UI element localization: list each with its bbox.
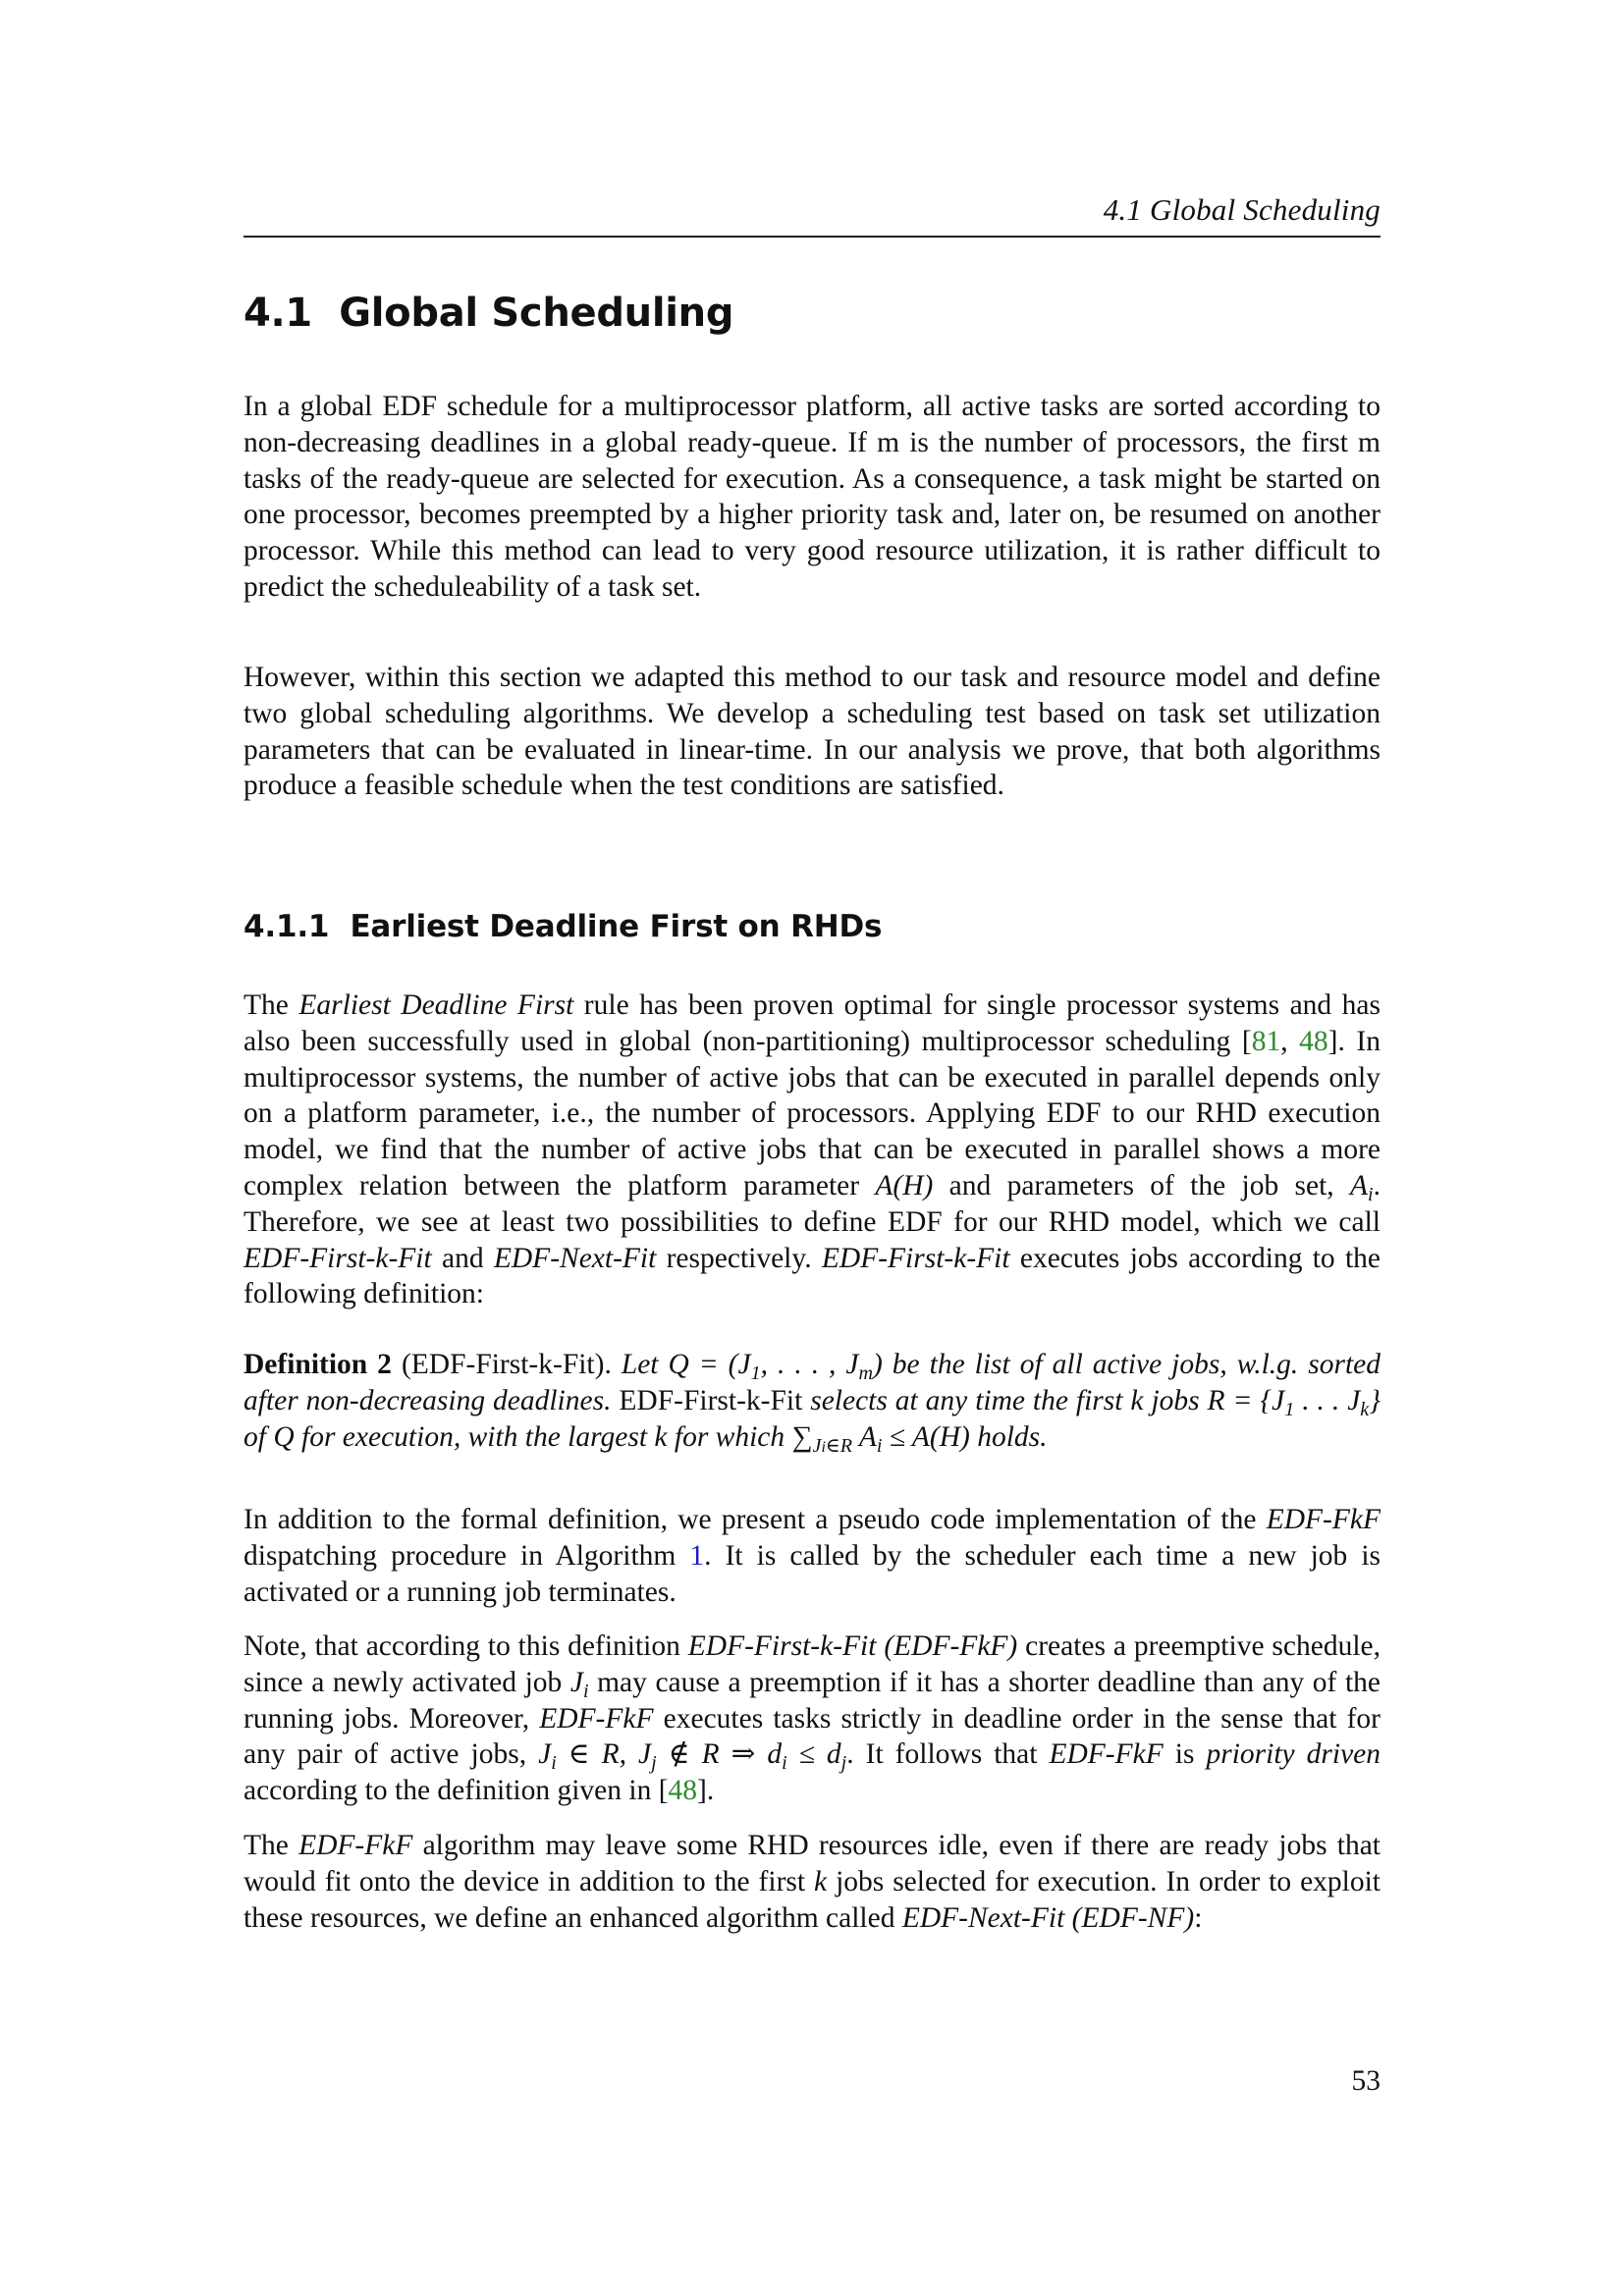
running-head: 4.1 Global Scheduling bbox=[1103, 192, 1380, 227]
math-a-of-h: A(H) bbox=[875, 1169, 934, 1201]
algo-name: EDF-Next-Fit bbox=[493, 1242, 657, 1274]
math-j-i: $J_i$ bbox=[569, 1666, 589, 1702]
paragraph-edf-on-rhds: The Earliest Deadline First rule has been proven optimal for single processor systems and has also been successfully used in global (non-partitioning) multiprocessor scheduling [81, 48]. In multiprocessor systems, the number of active jobs that can be executed in parallel depends only on a platform parameter, i.e., the number of processors. Applying EDF to our RHD execution model, we find that the number of active jobs that can be executed in parallel shows a more complex relation between the platform parameter A(H) and parameters of the job set, $A_i$. Therefore, we see at least two possibilities to define EDF for our RHD model, which we call EDF-First-k-Fit and EDF-Next-Fit respectively. EDF-First-k-Fit executes jobs according to the following definition: bbox=[244, 989, 1380, 1310]
paragraph-pseudo-code: In addition to the formal definition, we present a pseudo code implementation of the EDF-FkF dispatching procedure in Algorithm 1. It is called by the scheduler each time a new job is activated or a running job terminates. bbox=[244, 1504, 1380, 1608]
algo-name: EDF-First-k-Fit (EDF-FkF) bbox=[687, 1630, 1018, 1662]
page-number: 53 bbox=[1351, 2065, 1380, 2097]
term-edf: Earliest Deadline First bbox=[298, 989, 574, 1021]
paragraph-preemptive: Note, that according to this definition EDF-First-k-Fit (EDF-FkF) creates a preemptive schedule, since a newly activated job $J_i$ may cause a preemption if it has a shorter deadline than any of the running jobs. Moreover, EDF-FkF executes tasks strictly in deadline order in the sense that for any pair of active jobs, $J_i$ ∈ R, $J_j$ ∉ R ⇒ $d_i \le d_j$. It follows that EDF-FkF is priority driven according to the definition given in [48]. bbox=[244, 1630, 1381, 1807]
header-rule bbox=[244, 236, 1380, 238]
section-title: Global Scheduling bbox=[339, 291, 734, 336]
math-a-i: $A_i$ bbox=[1350, 1169, 1374, 1205]
algo-name: EDF-FkF bbox=[1049, 1738, 1164, 1771]
math-k: k bbox=[814, 1865, 828, 1897]
paragraph-global-edf: In a global EDF schedule for a multiprocessor platform, all active tasks are sorted according to non-decreasing deadlines in a global ready-queue. If m is the number of processors, the first m tasks of the ready-queue are selected for execution. As a consequence, a task might be started on one processor, becomes preempted by a higher priority task and, later on, be resumed on another processor. While this method can lead to very good resource utilization, it is rather difficult to predict the scheduleability of a task set. bbox=[244, 391, 1380, 603]
paragraph-edf-nf: The EDF-FkF algorithm may leave some RHD resources idle, even if there are ready jobs that would fit onto the device in addition to the first k jobs selected for execution. In order to exploit these resources, we define an enhanced algorithm called EDF-Next-Fit (EDF-NF): bbox=[244, 1830, 1381, 1934]
definition-label: Definition 2 bbox=[244, 1349, 392, 1380]
citation-link[interactable]: 48 bbox=[668, 1775, 698, 1807]
citation-link[interactable]: 48 bbox=[1299, 1025, 1328, 1057]
section-number: 4.1 bbox=[244, 291, 312, 336]
subsection-heading bbox=[244, 909, 882, 944]
term-priority-driven: priority driven bbox=[1206, 1738, 1381, 1771]
algo-name: EDF-Next-Fit (EDF-NF) bbox=[901, 1901, 1195, 1934]
math-deadline-order: $J_i$ ∈ R, $J_j$ ∉ R ⇒ $d_i \le d_j$ bbox=[538, 1738, 847, 1775]
section-heading bbox=[244, 291, 733, 336]
algo-name: EDF-FkF bbox=[298, 1830, 413, 1861]
subsection-number: 4.1.1 bbox=[244, 909, 330, 944]
algo-name: EDF-First-k-Fit bbox=[821, 1242, 1010, 1274]
paragraph-adaptation: However, within this section we adapted this method to our task and resource model and define two global scheduling algorithms. We develop a scheduling test based on task set utilization parameters that can be evaluated in linear-time. In our analysis we prove, that both algorithms produce a feasible schedule when the test conditions are satisfied. bbox=[244, 662, 1380, 802]
citation-link[interactable]: 81 bbox=[1251, 1025, 1281, 1057]
subsection-title: Earliest Deadline First on RHDs bbox=[350, 909, 883, 944]
algo-name: EDF-FkF bbox=[1266, 1504, 1380, 1535]
definition-block bbox=[244, 1347, 1380, 1455]
definition-name: (EDF-First-k-Fit). bbox=[401, 1349, 612, 1380]
algo-name: EDF-FkF bbox=[539, 1702, 654, 1735]
algo-name: EDF-First-k-Fit bbox=[244, 1242, 432, 1274]
definition-body: Let $Q = (J_1$, . . . , $J_m$) be the list of all active jobs, w.l.g. sorted after non-decreasing deadlines. EDF-First-k-Fit selects at any time the first k jobs $R = \{J_1$ . . . $J_k$} of Q for execution, with the largest k for which $\sum_{Ji\in R}$ $A_i \le A(H)$ holds. bbox=[244, 1349, 1381, 1457]
page bbox=[244, 0, 1380, 2296]
algorithm-ref-link[interactable]: 1 bbox=[689, 1539, 705, 1572]
